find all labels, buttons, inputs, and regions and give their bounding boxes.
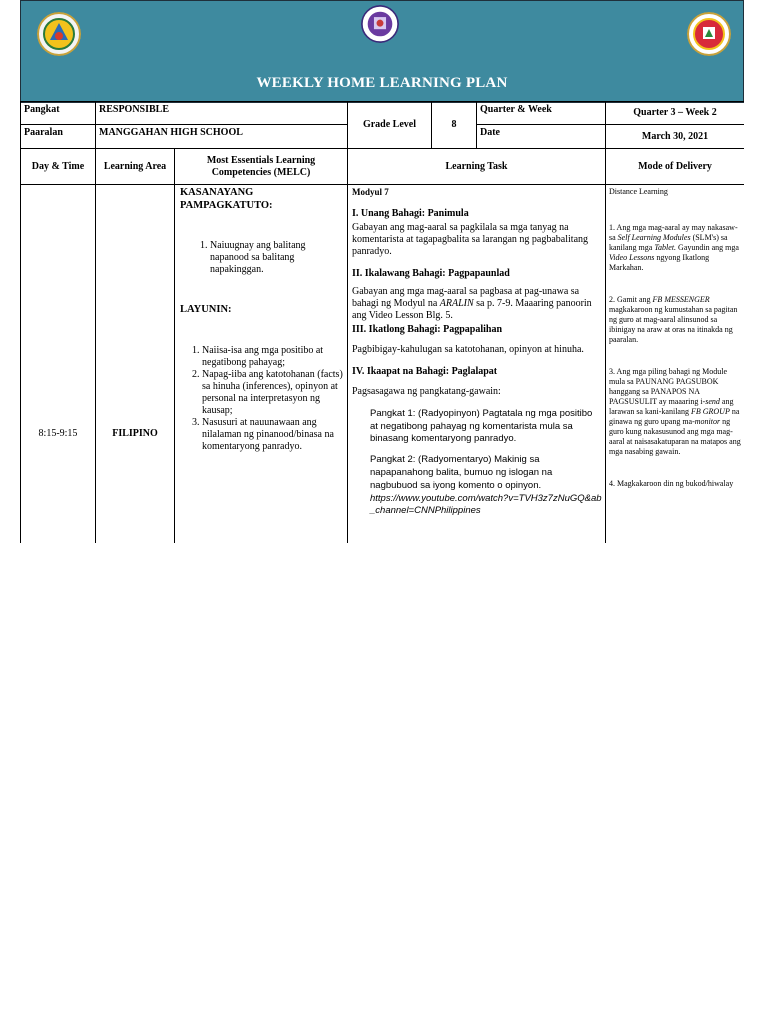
- melc-heading: KASANAYANG PAMPAGKATUTO:: [180, 187, 273, 211]
- plan-table: [20, 101, 744, 543]
- info-row-pangkat: [21, 102, 745, 125]
- grade-level-label: Grade Level: [348, 102, 432, 149]
- header-banner: [20, 0, 744, 103]
- col-melc: Most Essentials Learning Competencies (MELC): [175, 149, 348, 185]
- video-link[interactable]: https://www.youtube.com/watch?v=TVH3z7zNuGQ&ab_channel=CNNPhilippines: [370, 492, 602, 517]
- learning-area-cell: FILIPINO: [96, 185, 175, 544]
- list-item: 3. Nasusuri at nauunawaan ang nilalaman ng pinanood/binasa na komentaryong panradyo.: [202, 417, 344, 453]
- part3-title: III. Ikatlong Bahagi: Pagpapalihan: [352, 323, 503, 335]
- col-learning-task: Learning Task: [348, 149, 606, 185]
- part1-title: I. Unang Bahagi: Panimula: [352, 207, 469, 219]
- mode-item-3: 3. Ang mga piling bahagi ng Module mula sa PAUNANG PAGSUBOK hanggang sa PANAPOS NA PAGSUSULIT ay maaaring i-send ang larawan sa kani-kanilang FB GROUP na ginawa ng guro upang ma-monitor ng guro kung nakasusunod ang mga mag-aaral at naisasakatuparan na matapos ang mga nasabing gawain.: [609, 367, 741, 456]
- mode-item-2: 2. Gamit ang FB MESSENGER magkakaroon ng kumustahan sa pagitan ng guro at mag-aaral alinsunod sa ibinigay na araw at oras na itinakda ng paaralan.: [609, 295, 738, 344]
- deped-seal-center-icon: [361, 5, 399, 43]
- list-item: 2. Napag-iiba ang katotohanan (facts) sa hinuha (inferences), opinyon at personal na interpretasyon ng kausap;: [202, 369, 344, 417]
- group2-task: Pangkat 2: (Radyomentaryo) Makinig sa napapanahong balita, bumuo ng islogan na nagbubuod sa iyong komento o opinyon. https://www.youtube.com/watch?v=TVH3z7zNuGQ&ab_channel=CNNPhilippines: [370, 454, 602, 517]
- school-seal-left-icon: [37, 12, 81, 56]
- paaralan-value: MANGGAHAN HIGH SCHOOL: [96, 125, 348, 149]
- part3-text: Pagbibigay-kahulugan sa katotohanan, opinyon at hinuha.: [352, 343, 584, 355]
- mode-delivery-cell: [606, 185, 745, 544]
- group1-task: Pangkat 1: (Radyopinyon) Pagtatala ng mga positibo at negatibong pahayag ng komentarista mula sa binasang komentaryong panradyo.: [370, 407, 593, 445]
- mode-item-4: 4. Magkakaroon din ng bukod/hiwalay: [609, 479, 734, 488]
- col-day-time: Day & Time: [21, 149, 96, 185]
- part1-text: Gabayan ang mag-aaral sa pagkilala sa mga tanyag na komentarista at tagapagbalita sa larangan ng pagbabalitang panradyo.: [352, 221, 589, 257]
- pangkat-label: Pangkat: [21, 102, 96, 125]
- part2-title: II. Ikalawang Bahagi: Pagpapaunlad: [352, 267, 510, 279]
- module-label: Modyul 7: [352, 187, 389, 197]
- table-row: [21, 185, 745, 544]
- column-header-row: [21, 149, 745, 185]
- objectives-heading: LAYUNIN:: [180, 304, 232, 316]
- col-learning-area: Learning Area: [96, 149, 175, 185]
- quarter-week-label: Quarter & Week: [477, 102, 606, 125]
- part2-text: Gabayan ang mga mag-aaral sa pagbasa at pag-unawa sa bahagi ng Modyul na ARALIN sa p. 7-9. Maaaring panoorin ang Video Lesson Blg. 5.: [352, 285, 592, 321]
- day-time-cell: 8:15-9:15: [21, 185, 96, 544]
- date-value: March 30, 2021: [606, 125, 745, 149]
- part4-text: Pagsasagawa ng pangkatang-gawain:: [352, 385, 501, 397]
- quarter-week-value: Quarter 3 – Week 2: [606, 102, 745, 125]
- list-item: 1. Naiisa-isa ang mga positibo at negatibong pahayag;: [202, 345, 344, 369]
- school-seal-right-icon: [687, 12, 731, 56]
- melc-cell: [175, 185, 348, 544]
- lesson-plan-document: [20, 0, 744, 543]
- paaralan-label: Paaralan: [21, 125, 96, 149]
- date-label: Date: [477, 125, 606, 149]
- objectives-list: [180, 345, 344, 453]
- pangkat-value: RESPONSIBLE: [96, 102, 348, 125]
- col-mode-delivery: Mode of Delivery: [606, 149, 745, 185]
- page-title: WEEKLY HOME LEARNING PLAN: [256, 75, 508, 91]
- melc-competency: 1. Naiuugnay ang balitang napanood sa balitang napakinggan.: [210, 240, 344, 276]
- learning-task-cell: [348, 185, 606, 544]
- mode-item-1: 1. Ang mga mag-aaral ay may nakasaw-sa Self Learning Modules (SLM's) sa kanilang mga Tablet. Gayundin ang mga Video Lessons ngyong Ikatlong Markahan.: [609, 223, 739, 272]
- grade-level-value: 8: [432, 102, 477, 149]
- mode-heading: Distance Learning: [609, 187, 668, 196]
- part4-title: IV. Ikaapat na Bahagi: Paglalapat: [352, 365, 498, 377]
